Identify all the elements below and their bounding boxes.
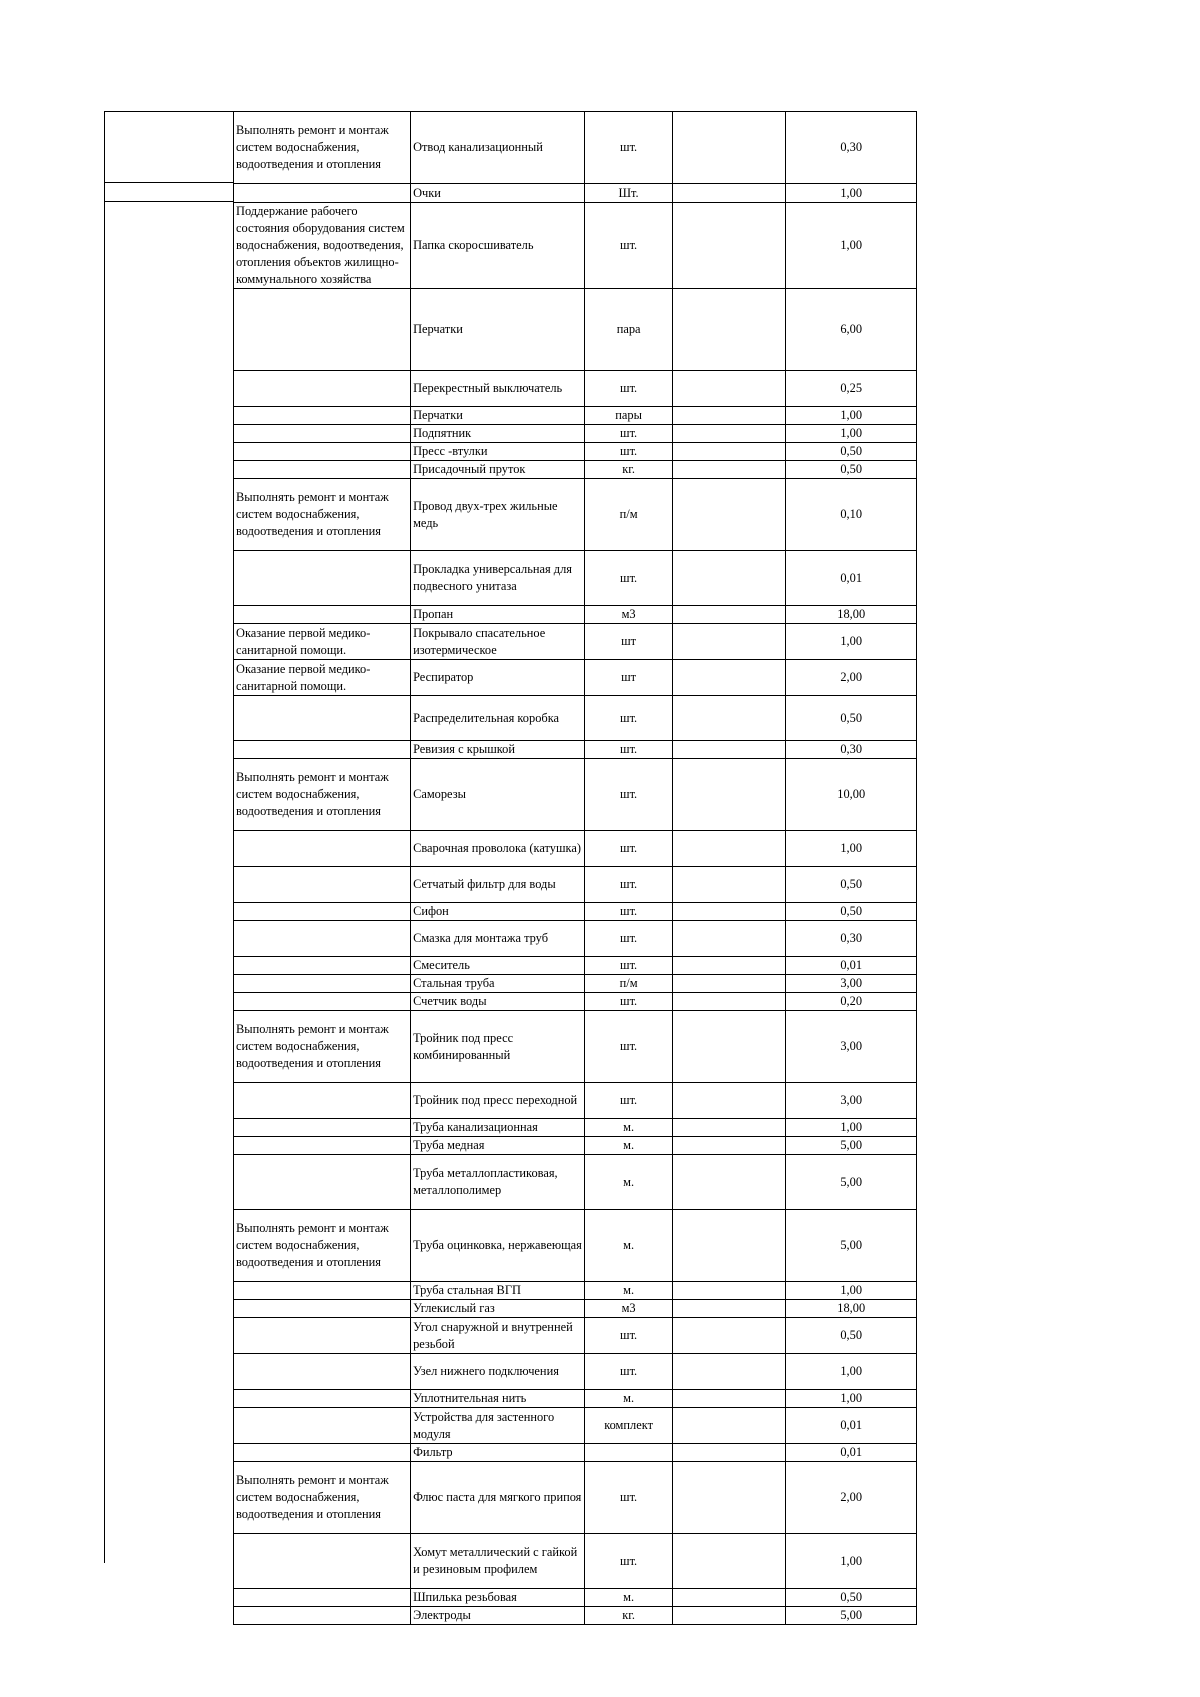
task-cell [234, 425, 411, 443]
unit-cell: п/м [585, 479, 673, 551]
table-row [234, 203, 917, 289]
blank-cell [673, 1083, 786, 1119]
task-cell [234, 957, 411, 975]
table-row [234, 696, 917, 741]
unit-cell: м. [585, 1390, 673, 1408]
unit-cell: шт. [585, 957, 673, 975]
quantity-cell: 0,01 [786, 1408, 917, 1444]
blank-cell [673, 461, 786, 479]
blank-cell [673, 371, 786, 407]
item-name-cell: Сетчатый фильтр для воды [411, 867, 585, 903]
task-cell [234, 903, 411, 921]
unit-cell: шт. [585, 425, 673, 443]
table-row [234, 921, 917, 957]
table-row [234, 461, 917, 479]
blank-cell [673, 741, 786, 759]
table-row [234, 551, 917, 606]
item-name-cell: Сварочная проволока (катушка) [411, 831, 585, 867]
quantity-cell: 1,00 [786, 624, 917, 660]
quantity-cell: 1,00 [786, 1282, 917, 1300]
task-cell [234, 1589, 411, 1607]
unit-cell: шт. [585, 371, 673, 407]
item-name-cell: Папка скоросшиватель [411, 203, 585, 289]
item-name-cell: Труба стальная ВГП [411, 1282, 585, 1300]
blank-cell [673, 1444, 786, 1462]
item-name-cell: Перекрестный выключатель [411, 371, 585, 407]
table-row [234, 624, 917, 660]
materials-table-body [234, 112, 917, 1625]
table-row [234, 759, 917, 831]
unit-cell: шт. [585, 696, 673, 741]
unit-cell: шт. [585, 921, 673, 957]
table-row [234, 1210, 917, 1282]
quantity-cell: 5,00 [786, 1155, 917, 1210]
unit-cell: пары [585, 407, 673, 425]
item-name-cell: Стальная труба [411, 975, 585, 993]
table-row [234, 1607, 917, 1625]
task-cell: Выполнять ремонт и монтаж систем водоснабжения, водоотведения и отопления [234, 1462, 411, 1534]
table-row [234, 1444, 917, 1462]
blank-cell [673, 606, 786, 624]
task-cell [234, 1444, 411, 1462]
task-cell [234, 1408, 411, 1444]
unit-cell: шт. [585, 443, 673, 461]
item-name-cell: Шпилька резьбовая [411, 1589, 585, 1607]
quantity-cell: 5,00 [786, 1137, 917, 1155]
unit-cell: м3 [585, 606, 673, 624]
task-cell [234, 993, 411, 1011]
unit-cell: шт. [585, 1318, 673, 1354]
left-column-border [104, 111, 233, 1563]
task-cell: Оказание первой медико-санитарной помощи. [234, 660, 411, 696]
item-name-cell: Труба канализационная [411, 1119, 585, 1137]
quantity-cell: 0,50 [786, 1589, 917, 1607]
item-name-cell: Присадочный пруток [411, 461, 585, 479]
blank-cell [673, 551, 786, 606]
quantity-cell: 5,00 [786, 1607, 917, 1625]
blank-cell [673, 759, 786, 831]
quantity-cell: 0,30 [786, 112, 917, 184]
item-name-cell: Узел нижнего подключения [411, 1354, 585, 1390]
unit-cell: м. [585, 1137, 673, 1155]
item-name-cell: Флюс паста для мягкого припоя [411, 1462, 585, 1534]
item-name-cell: Покрывало спасательное изотермическое [411, 624, 585, 660]
item-name-cell: Респиратор [411, 660, 585, 696]
blank-cell [673, 425, 786, 443]
item-name-cell: Счетчик воды [411, 993, 585, 1011]
unit-cell: п/м [585, 975, 673, 993]
unit-cell: м. [585, 1282, 673, 1300]
unit-cell: шт. [585, 741, 673, 759]
task-cell [234, 551, 411, 606]
quantity-cell: 0,30 [786, 741, 917, 759]
task-cell [234, 921, 411, 957]
task-cell: Поддержание рабочего состояния оборудования систем водоснабжения, водоотведения, отопления объектов жилищно-коммунального хозяйства [234, 203, 411, 289]
unit-cell: кг. [585, 461, 673, 479]
blank-cell [673, 112, 786, 184]
table-row [234, 1534, 917, 1589]
table-row [234, 1011, 917, 1083]
item-name-cell: Углекислый газ [411, 1300, 585, 1318]
item-name-cell: Перчатки [411, 289, 585, 371]
unit-cell: шт. [585, 831, 673, 867]
unit-cell: кг. [585, 1607, 673, 1625]
blank-cell [673, 1210, 786, 1282]
blank-cell [673, 867, 786, 903]
item-name-cell: Саморезы [411, 759, 585, 831]
task-cell [234, 289, 411, 371]
blank-cell [673, 975, 786, 993]
table-row [234, 479, 917, 551]
task-cell: Оказание первой медико-санитарной помощи. [234, 624, 411, 660]
unit-cell: шт. [585, 1083, 673, 1119]
table-row [234, 1354, 917, 1390]
blank-cell [673, 1534, 786, 1589]
item-name-cell: Устройства для застенного модуля [411, 1408, 585, 1444]
task-cell [234, 1534, 411, 1589]
item-name-cell: Перчатки [411, 407, 585, 425]
quantity-cell: 0,30 [786, 921, 917, 957]
task-cell [234, 1607, 411, 1625]
left-column-cell [104, 111, 233, 183]
quantity-cell: 3,00 [786, 1083, 917, 1119]
item-name-cell: Прокладка универсальная для подвесного унитаза [411, 551, 585, 606]
item-name-cell: Очки [411, 184, 585, 203]
item-name-cell: Хомут металлический с гайкой и резиновым профилем [411, 1534, 585, 1589]
quantity-cell: 0,50 [786, 903, 917, 921]
blank-cell [673, 407, 786, 425]
blank-cell [673, 1011, 786, 1083]
unit-cell: шт. [585, 112, 673, 184]
table-row [234, 660, 917, 696]
left-column-cell [104, 183, 233, 202]
unit-cell: комплект [585, 1408, 673, 1444]
unit-cell: м. [585, 1589, 673, 1607]
unit-cell: м. [585, 1119, 673, 1137]
task-cell [234, 1318, 411, 1354]
blank-cell [673, 831, 786, 867]
table-row [234, 1589, 917, 1607]
unit-cell: шт. [585, 1534, 673, 1589]
quantity-cell: 0,20 [786, 993, 917, 1011]
unit-cell: шт. [585, 203, 673, 289]
quantity-cell: 1,00 [786, 407, 917, 425]
table-row [234, 903, 917, 921]
item-name-cell: Пропан [411, 606, 585, 624]
table-row [234, 1462, 917, 1534]
table-row [234, 1119, 917, 1137]
unit-cell: шт [585, 624, 673, 660]
unit-cell: шт. [585, 759, 673, 831]
blank-cell [673, 203, 786, 289]
task-cell [234, 1155, 411, 1210]
quantity-cell: 0,50 [786, 867, 917, 903]
unit-cell: шт. [585, 1011, 673, 1083]
blank-cell [673, 1354, 786, 1390]
table-row [234, 606, 917, 624]
task-cell [234, 741, 411, 759]
blank-cell [673, 289, 786, 371]
task-cell [234, 407, 411, 425]
quantity-cell: 1,00 [786, 1390, 917, 1408]
unit-cell: шт. [585, 551, 673, 606]
table-row [234, 112, 917, 184]
item-name-cell: Ревизия с крышкой [411, 741, 585, 759]
unit-cell: м. [585, 1210, 673, 1282]
blank-cell [673, 1318, 786, 1354]
blank-cell [673, 624, 786, 660]
task-cell [234, 831, 411, 867]
blank-cell [673, 184, 786, 203]
table-row [234, 184, 917, 203]
blank-cell [673, 696, 786, 741]
item-name-cell: Угол снаружной и внутренней резьбой [411, 1318, 585, 1354]
unit-cell: шт. [585, 903, 673, 921]
unit-cell: Шт. [585, 184, 673, 203]
quantity-cell: 0,50 [786, 1318, 917, 1354]
task-cell: Выполнять ремонт и монтаж систем водоснабжения, водоотведения и отопления [234, 759, 411, 831]
quantity-cell: 0,50 [786, 443, 917, 461]
quantity-cell: 0,50 [786, 696, 917, 741]
task-cell: Выполнять ремонт и монтаж систем водоснабжения, водоотведения и отопления [234, 1210, 411, 1282]
blank-cell [673, 1589, 786, 1607]
quantity-cell: 0,10 [786, 479, 917, 551]
quantity-cell: 1,00 [786, 831, 917, 867]
quantity-cell: 6,00 [786, 289, 917, 371]
item-name-cell: Сифон [411, 903, 585, 921]
table-row [234, 741, 917, 759]
task-cell [234, 1354, 411, 1390]
table-row [234, 289, 917, 371]
quantity-cell: 1,00 [786, 1534, 917, 1589]
blank-cell [673, 1300, 786, 1318]
unit-cell: м3 [585, 1300, 673, 1318]
quantity-cell: 18,00 [786, 1300, 917, 1318]
unit-cell: шт [585, 660, 673, 696]
quantity-cell: 0,01 [786, 957, 917, 975]
blank-cell [673, 1607, 786, 1625]
blank-cell [673, 443, 786, 461]
blank-cell [673, 1282, 786, 1300]
table-row [234, 867, 917, 903]
table-row [234, 1282, 917, 1300]
task-cell [234, 371, 411, 407]
item-name-cell: Труба металлопластиковая, металлополимер [411, 1155, 585, 1210]
quantity-cell: 1,00 [786, 203, 917, 289]
unit-cell: шт. [585, 993, 673, 1011]
blank-cell [673, 993, 786, 1011]
item-name-cell: Уплотнительная нить [411, 1390, 585, 1408]
task-cell [234, 184, 411, 203]
table-row [234, 1318, 917, 1354]
item-name-cell: Труба оцинковка, нержавеющая [411, 1210, 585, 1282]
unit-cell: м. [585, 1155, 673, 1210]
task-cell [234, 443, 411, 461]
table-row [234, 1083, 917, 1119]
quantity-cell: 2,00 [786, 660, 917, 696]
unit-cell: пара [585, 289, 673, 371]
blank-cell [673, 957, 786, 975]
unit-cell: шт. [585, 867, 673, 903]
unit-cell [585, 1444, 673, 1462]
task-cell [234, 606, 411, 624]
item-name-cell: Труба медная [411, 1137, 585, 1155]
item-name-cell: Фильтр [411, 1444, 585, 1462]
task-cell [234, 1300, 411, 1318]
quantity-cell: 3,00 [786, 975, 917, 993]
quantity-cell: 3,00 [786, 1011, 917, 1083]
table-row [234, 425, 917, 443]
item-name-cell: Тройник под пресс комбинированный [411, 1011, 585, 1083]
task-cell [234, 1083, 411, 1119]
quantity-cell: 2,00 [786, 1462, 917, 1534]
item-name-cell: Смазка для монтажа труб [411, 921, 585, 957]
quantity-cell: 1,00 [786, 425, 917, 443]
task-cell: Выполнять ремонт и монтаж систем водоснабжения, водоотведения и отопления [234, 479, 411, 551]
item-name-cell: Пресс -втулки [411, 443, 585, 461]
item-name-cell: Провод двух-трех жильные медь [411, 479, 585, 551]
blank-cell [673, 1408, 786, 1444]
table-row [234, 1137, 917, 1155]
task-cell [234, 975, 411, 993]
table-row [234, 993, 917, 1011]
blank-cell [673, 1462, 786, 1534]
quantity-cell: 5,00 [786, 1210, 917, 1282]
quantity-cell: 1,00 [786, 184, 917, 203]
quantity-cell: 1,00 [786, 1354, 917, 1390]
quantity-cell: 1,00 [786, 1119, 917, 1137]
item-name-cell: Смеситель [411, 957, 585, 975]
quantity-cell: 0,01 [786, 1444, 917, 1462]
item-name-cell: Электроды [411, 1607, 585, 1625]
item-name-cell: Распределительная коробка [411, 696, 585, 741]
task-cell [234, 1282, 411, 1300]
table-row [234, 975, 917, 993]
blank-cell [673, 1390, 786, 1408]
materials-table [233, 111, 917, 1625]
table-row [234, 1408, 917, 1444]
quantity-cell: 10,00 [786, 759, 917, 831]
table-row [234, 407, 917, 425]
task-cell [234, 1119, 411, 1137]
item-name-cell: Подпятник [411, 425, 585, 443]
task-cell [234, 1390, 411, 1408]
unit-cell: шт. [585, 1354, 673, 1390]
item-name-cell: Отвод канализационный [411, 112, 585, 184]
table-row [234, 1300, 917, 1318]
task-cell [234, 867, 411, 903]
blank-cell [673, 479, 786, 551]
table-row [234, 1390, 917, 1408]
unit-cell: шт. [585, 1462, 673, 1534]
blank-cell [673, 1119, 786, 1137]
blank-cell [673, 921, 786, 957]
table-row [234, 1155, 917, 1210]
table-row [234, 957, 917, 975]
quantity-cell: 0,25 [786, 371, 917, 407]
blank-cell [673, 1155, 786, 1210]
task-cell: Выполнять ремонт и монтаж систем водоснабжения, водоотведения и отопления [234, 1011, 411, 1083]
task-cell: Выполнять ремонт и монтаж систем водоснабжения, водоотведения и отопления [234, 112, 411, 184]
blank-cell [673, 1137, 786, 1155]
quantity-cell: 18,00 [786, 606, 917, 624]
table-row [234, 443, 917, 461]
task-cell [234, 1137, 411, 1155]
item-name-cell: Тройник под пресс переходной [411, 1083, 585, 1119]
blank-cell [673, 660, 786, 696]
table-row [234, 371, 917, 407]
task-cell [234, 696, 411, 741]
blank-cell [673, 903, 786, 921]
quantity-cell: 0,50 [786, 461, 917, 479]
table-row [234, 831, 917, 867]
task-cell [234, 461, 411, 479]
quantity-cell: 0,01 [786, 551, 917, 606]
